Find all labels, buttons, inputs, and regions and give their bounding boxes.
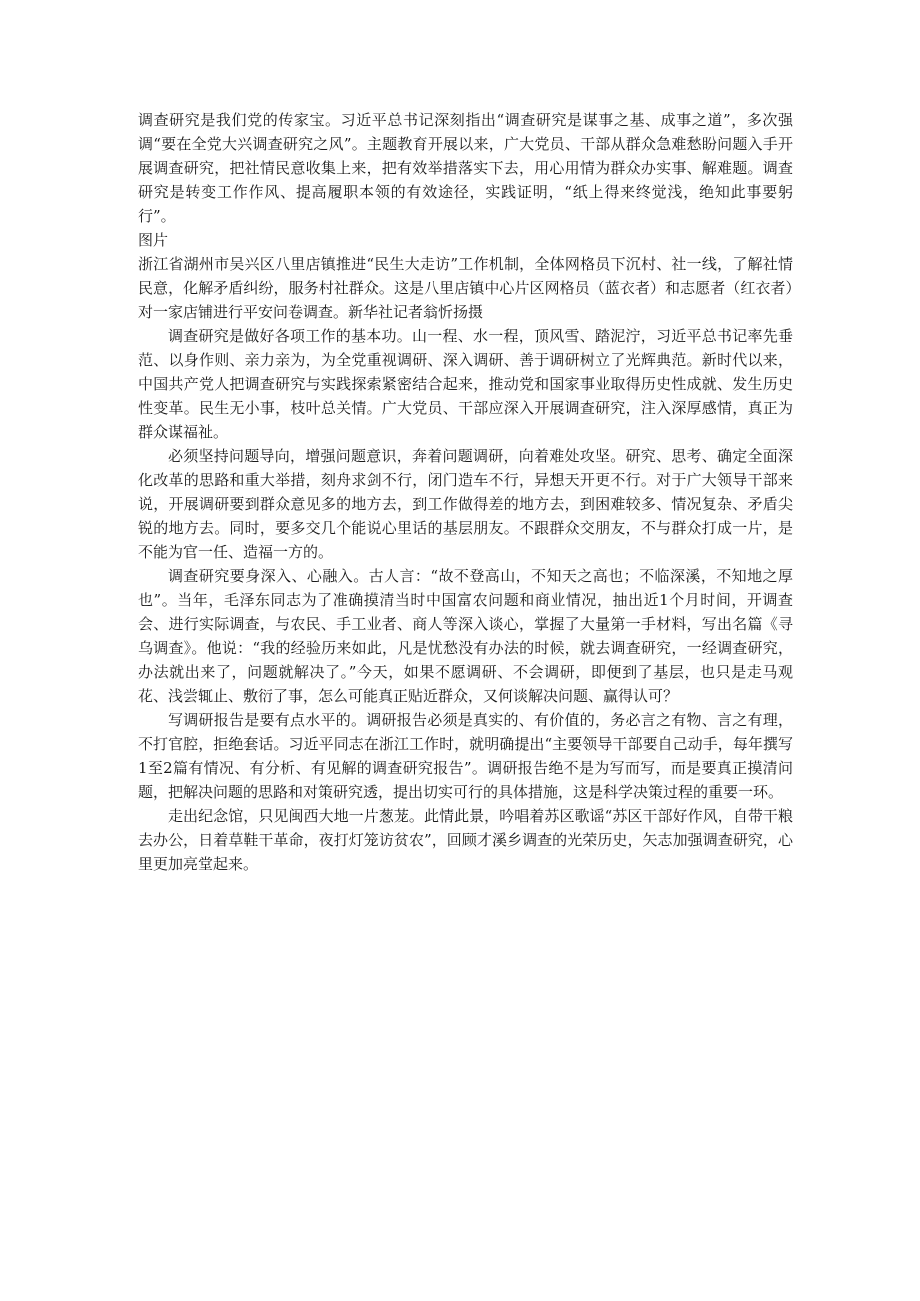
image-placeholder-label: 图片	[138, 231, 169, 249]
body-paragraph-problem-oriented: 必须坚持问题导向，增强问题意识，奔着问题调研，向着难处攻坚。研究、思考、确定全面深化改革的思路和重大举措，刻舟求剑不行，闭门造车不行，异想天开更不行。对于广大领导干部来说，开展调研要到群众意见多的地方去，到工作做得差的地方去，到困难较多、情况复杂、矛盾尖锐的地方去。同时，要多交几个能说心里话的基层朋友。不跟群众交朋友，不与群众打成一片，是不能为官一任、造福一方的。	[138, 447, 793, 561]
closing-paragraph: 走出纪念馆，只见闽西大地一片葱茏。此情此景，吟唱着苏区歌谣“苏区干部好作风，自带干粮去办公，日着草鞋干革命，夜打灯笼访贫农”，回顾才溪乡调查的光荣历史，矢志加强调查研究，心里更加亮堂起来。	[138, 807, 793, 873]
article-body	[138, 108, 793, 876]
body-paragraph-go-deep: 调查研究要身深入、心融入。古人言：“故不登高山，不知天之高也；不临深溪，不知地之厚也”。当年，毛泽东同志为了准确摸清当时中国富农问题和商业情况，抽出近1个月时间，开调查会、进行实际调查，与农民、手工业者、商人等深入谈心，掌握了大量第一手材料，写出名篇《寻乌调查》。他说：“我的经验历来如此，凡是忧愁没有办法的时候，就去调查研究，一经调查研究，办法就出来了，问题就解决了。”今天，如果不愿调研、不会调研，即便到了基层，也只是走马观花、浅尝辄止、敷衍了事，怎么可能真正贴近群众，又何谈解决问题、赢得认可？	[138, 567, 793, 705]
body-paragraph-report-writing: 写调研报告是要有点水平的。调研报告必须是真实的、有价值的，务必言之有物、言之有理，不打官腔，拒绝套话。习近平同志在浙江工作时，就明确提出“主要领导干部要自己动手，每年撰写1至2篇有情况、有分析、有见解的调查研究报告”。调研报告绝不是为写而写，而是要真正摸清问题，把解决问题的思路和对策研究透，提出切实可行的具体措施，这是科学决策过程的重要一环。	[138, 711, 793, 801]
photo-caption: 浙江省湖州市吴兴区八里店镇推进“民生大走访”工作机制，全体网格员下沉村、社一线，了解社情民意，化解矛盾纠纷，服务村社群众。这是八里店镇中心片区网格员（蓝衣者）和志愿者（红衣者）对一家店铺进行平安问卷调查。新华社记者翁忻扬摄	[138, 255, 793, 321]
intro-paragraph: 调查研究是我们党的传家宝。习近平总书记深刻指出“调查研究是谋事之基、成事之道”，多次强调“要在全党大兴调查研究之风”。主题教育开展以来，广大党员、干部从群众急难愁盼问题入手开展调查研究，把社情民意收集上来，把有效举措落实下去，用心用情为群众办实事、解难题。调查研究是转变工作作风、提高履职本领的有效途径，实践证明，“纸上得来终觉浅，绝知此事要躬行”。	[138, 111, 793, 225]
body-paragraph-basic-skill: 调查研究是做好各项工作的基本功。山一程、水一程，顶风雪、踏泥泞，习近平总书记率先垂范、以身作则、亲力亲为，为全党重视调研、深入调研、善于调研树立了光辉典范。新时代以来，中国共产党人把调查研究与实践探索紧密结合起来，推动党和国家事业取得历史性成就、发生历史性变革。民生无小事，枝叶总关情。广大党员、干部应深入开展调查研究，注入深厚感情，真正为群众谋福祉。	[138, 327, 793, 441]
